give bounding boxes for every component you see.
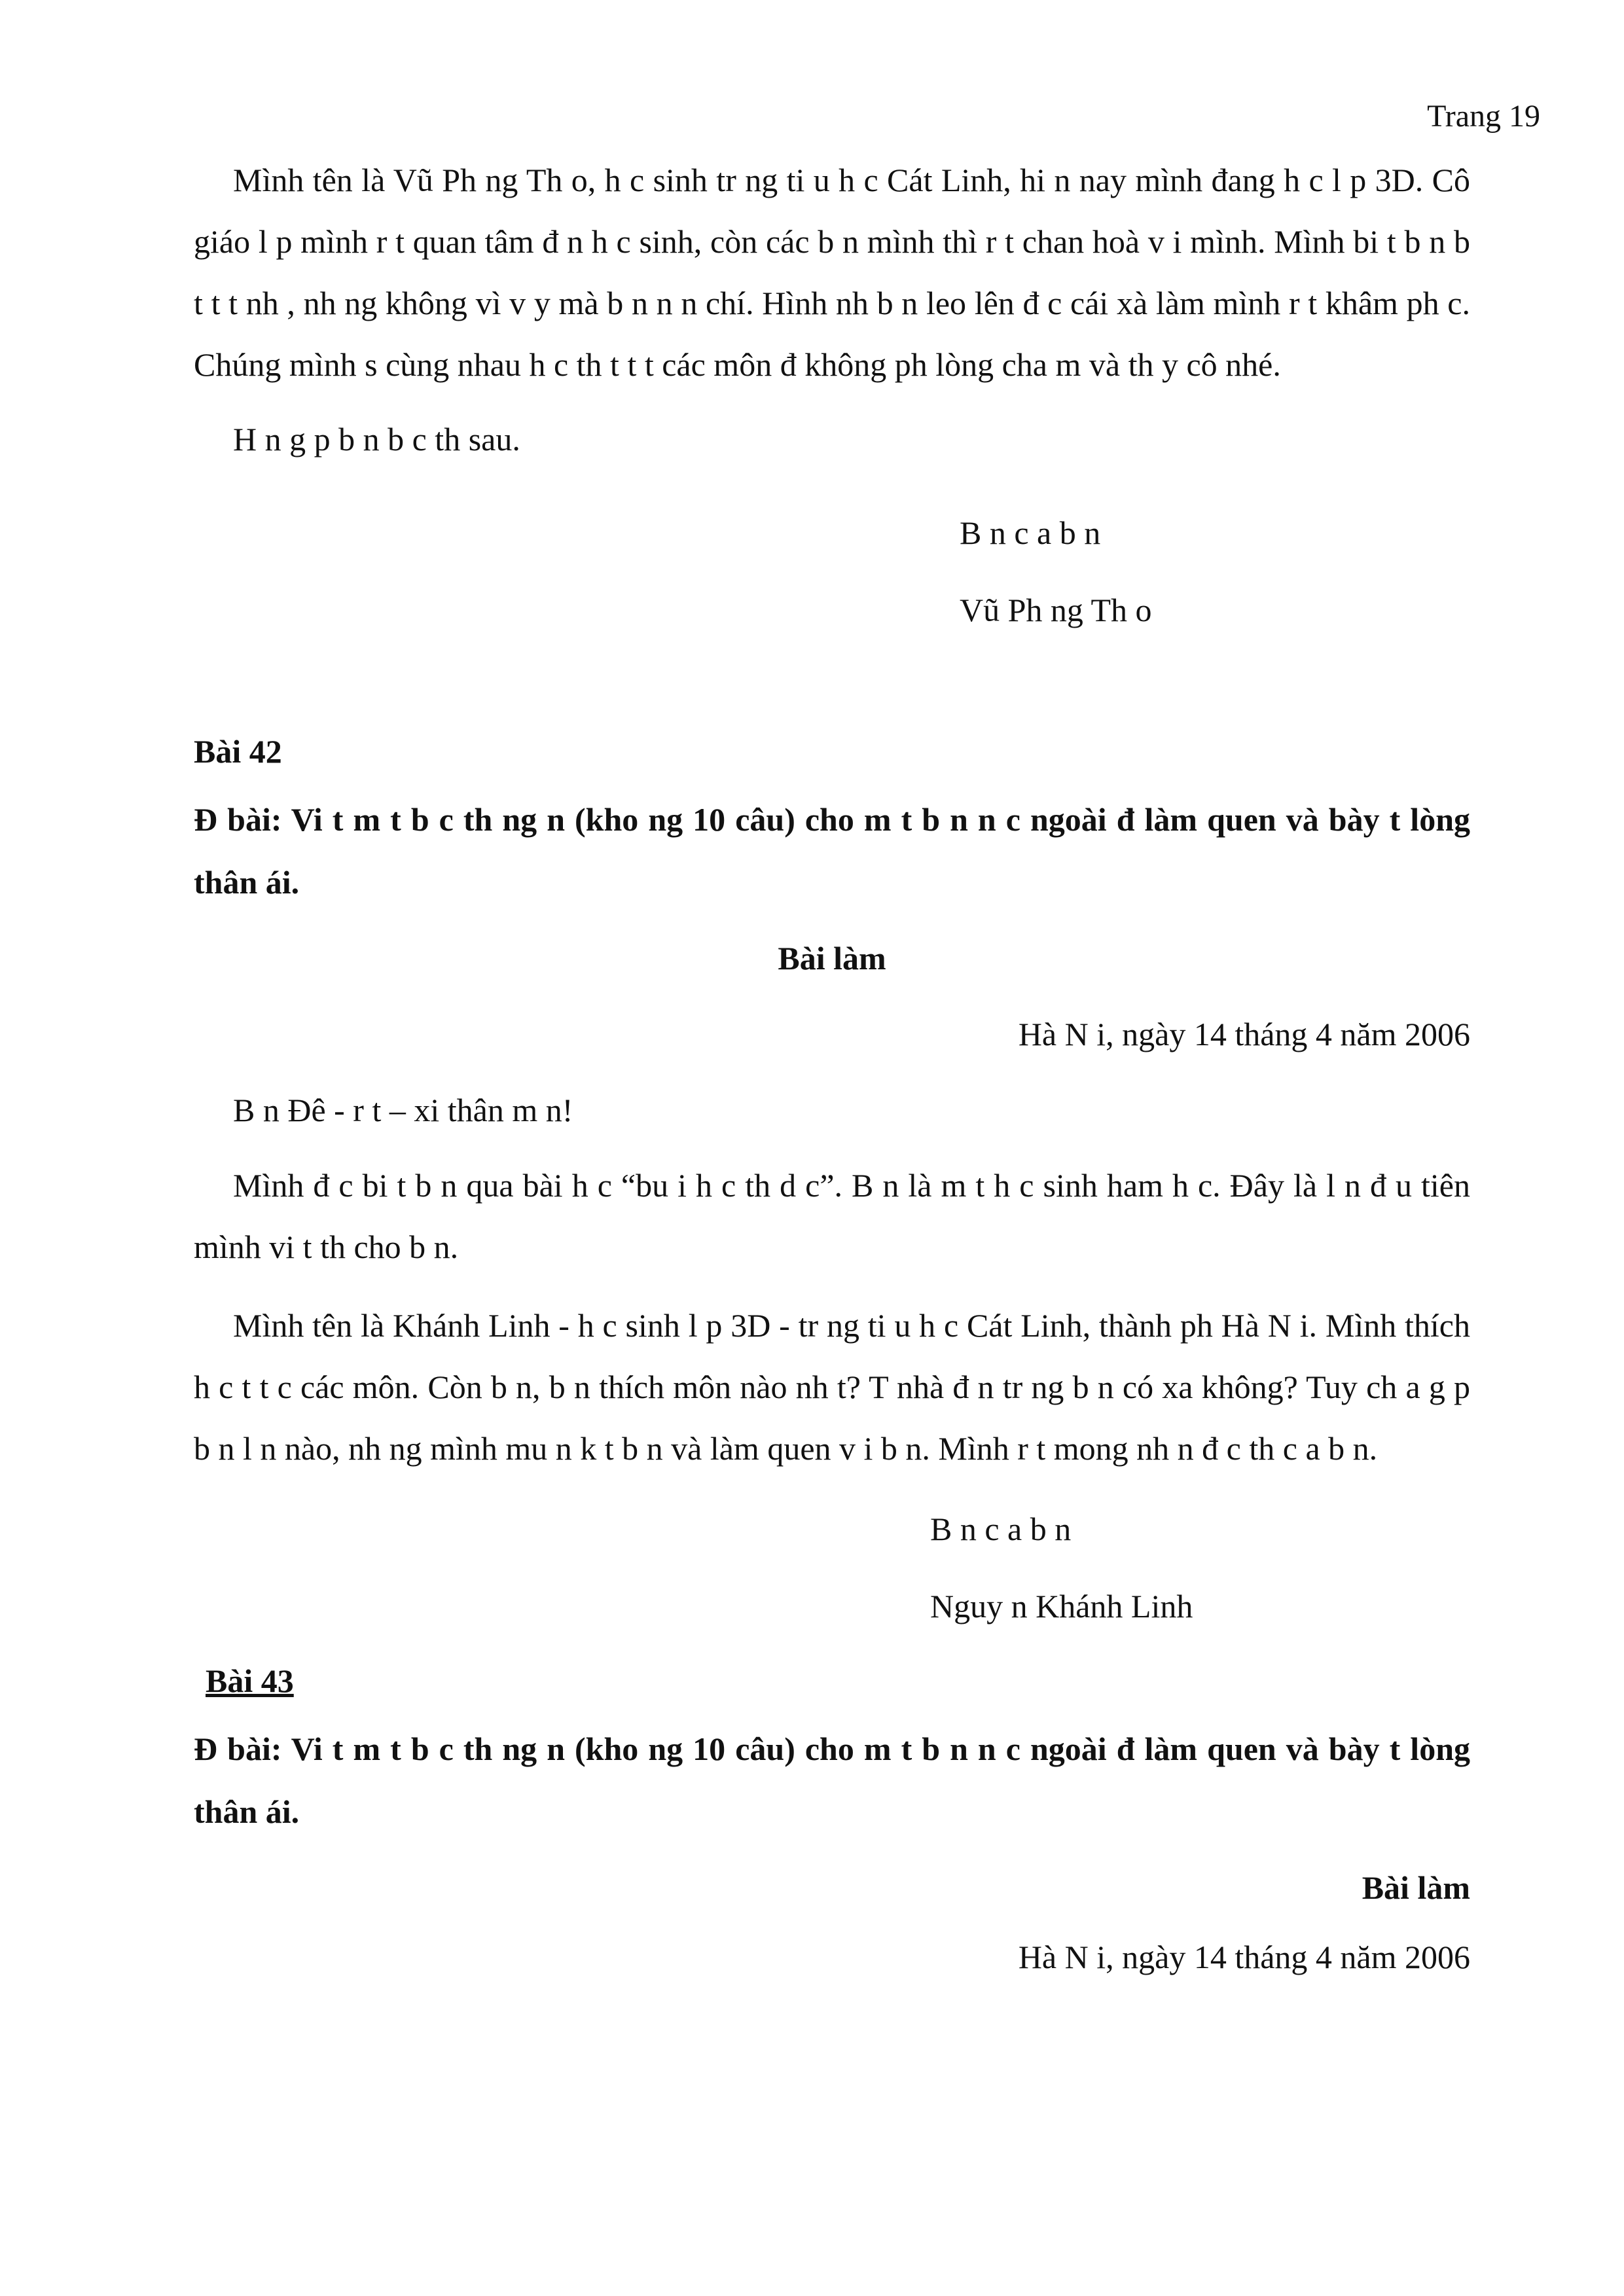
letter1-body: Mình tên là Vũ Ph ng Th o, h c sinh tr ng ti u h c Cát Linh, hi n nay mình đang h c l p 3D. Cô giáo l p mình r t quan tâm đ n h c sinh, còn các b n mình thì r t chan hoà v i mình. Mình bi t b n b t t t nh , nh ng không vì v y mà b n n n chí. Hình nh b n leo lên đ c cái xà làm mình r t khâm ph c. Chúng mình s cùng nhau h c th t t t các môn đ không ph lòng cha m và th y cô nhé.	[194, 162, 1470, 383]
exercise-43-title: Bài 43	[206, 1662, 294, 1699]
exercise-42-task: Đ bài: Vi t m t b c th ng n (kho ng 10 câu) cho m t b n n c ngoài đ làm quen và bày t lòng thân ái.	[194, 801, 1470, 901]
exercise-42-signature: Nguy n Khánh Linh	[930, 1588, 1193, 1624]
exercise-43-date: Hà N i, ngày 14 tháng 4 năm 2006	[1018, 1939, 1470, 1975]
document-body	[194, 149, 1470, 2001]
exercise-43-answer-title: Bài làm	[1362, 1869, 1470, 1906]
letter1-sign-off: B n c a b n	[960, 514, 1101, 551]
page-number: Trang 19	[1427, 99, 1540, 134]
exercise-42-greeting: B n Đê - r t – xi thân m n!	[233, 1092, 573, 1128]
exercise-43-task: Đ bài: Vi t m t b c th ng n (kho ng 10 câu) cho m t b n n c ngoài đ làm quen và bày t lòng thân ái.	[194, 1731, 1470, 1830]
letter1-closing: H n g p b n b c th sau.	[233, 421, 520, 457]
exercise-42-paragraph-1: Mình đ c bi t b n qua bài h c “bu i h c th d c”. B n là m t h c sinh ham h c. Đây là l n đ u tiên mình vi t th cho b n.	[194, 1167, 1470, 1265]
exercise-42-paragraph-2: Mình tên là Khánh Linh - h c sinh l p 3D - tr ng ti u h c Cát Linh, thành ph Hà N i. Mình thích h c t t c các môn. Còn b n, b n thích môn nào nh t? T nhà đ n tr ng b n có xa không? Tuy ch a g p b n l n nào, nh ng mình mu n k t b n và làm quen v i b n. Mình r t mong nh n đ c th c a b n.	[194, 1307, 1470, 1467]
exercise-42-sign-off: B n c a b n	[930, 1511, 1072, 1547]
exercise-42-answer-title: Bài làm	[778, 940, 886, 977]
exercise-42-title: Bài 42	[194, 733, 282, 770]
exercise-42-date: Hà N i, ngày 14 tháng 4 năm 2006	[1018, 1016, 1470, 1052]
letter1-signature: Vũ Ph ng Th o	[960, 592, 1152, 628]
